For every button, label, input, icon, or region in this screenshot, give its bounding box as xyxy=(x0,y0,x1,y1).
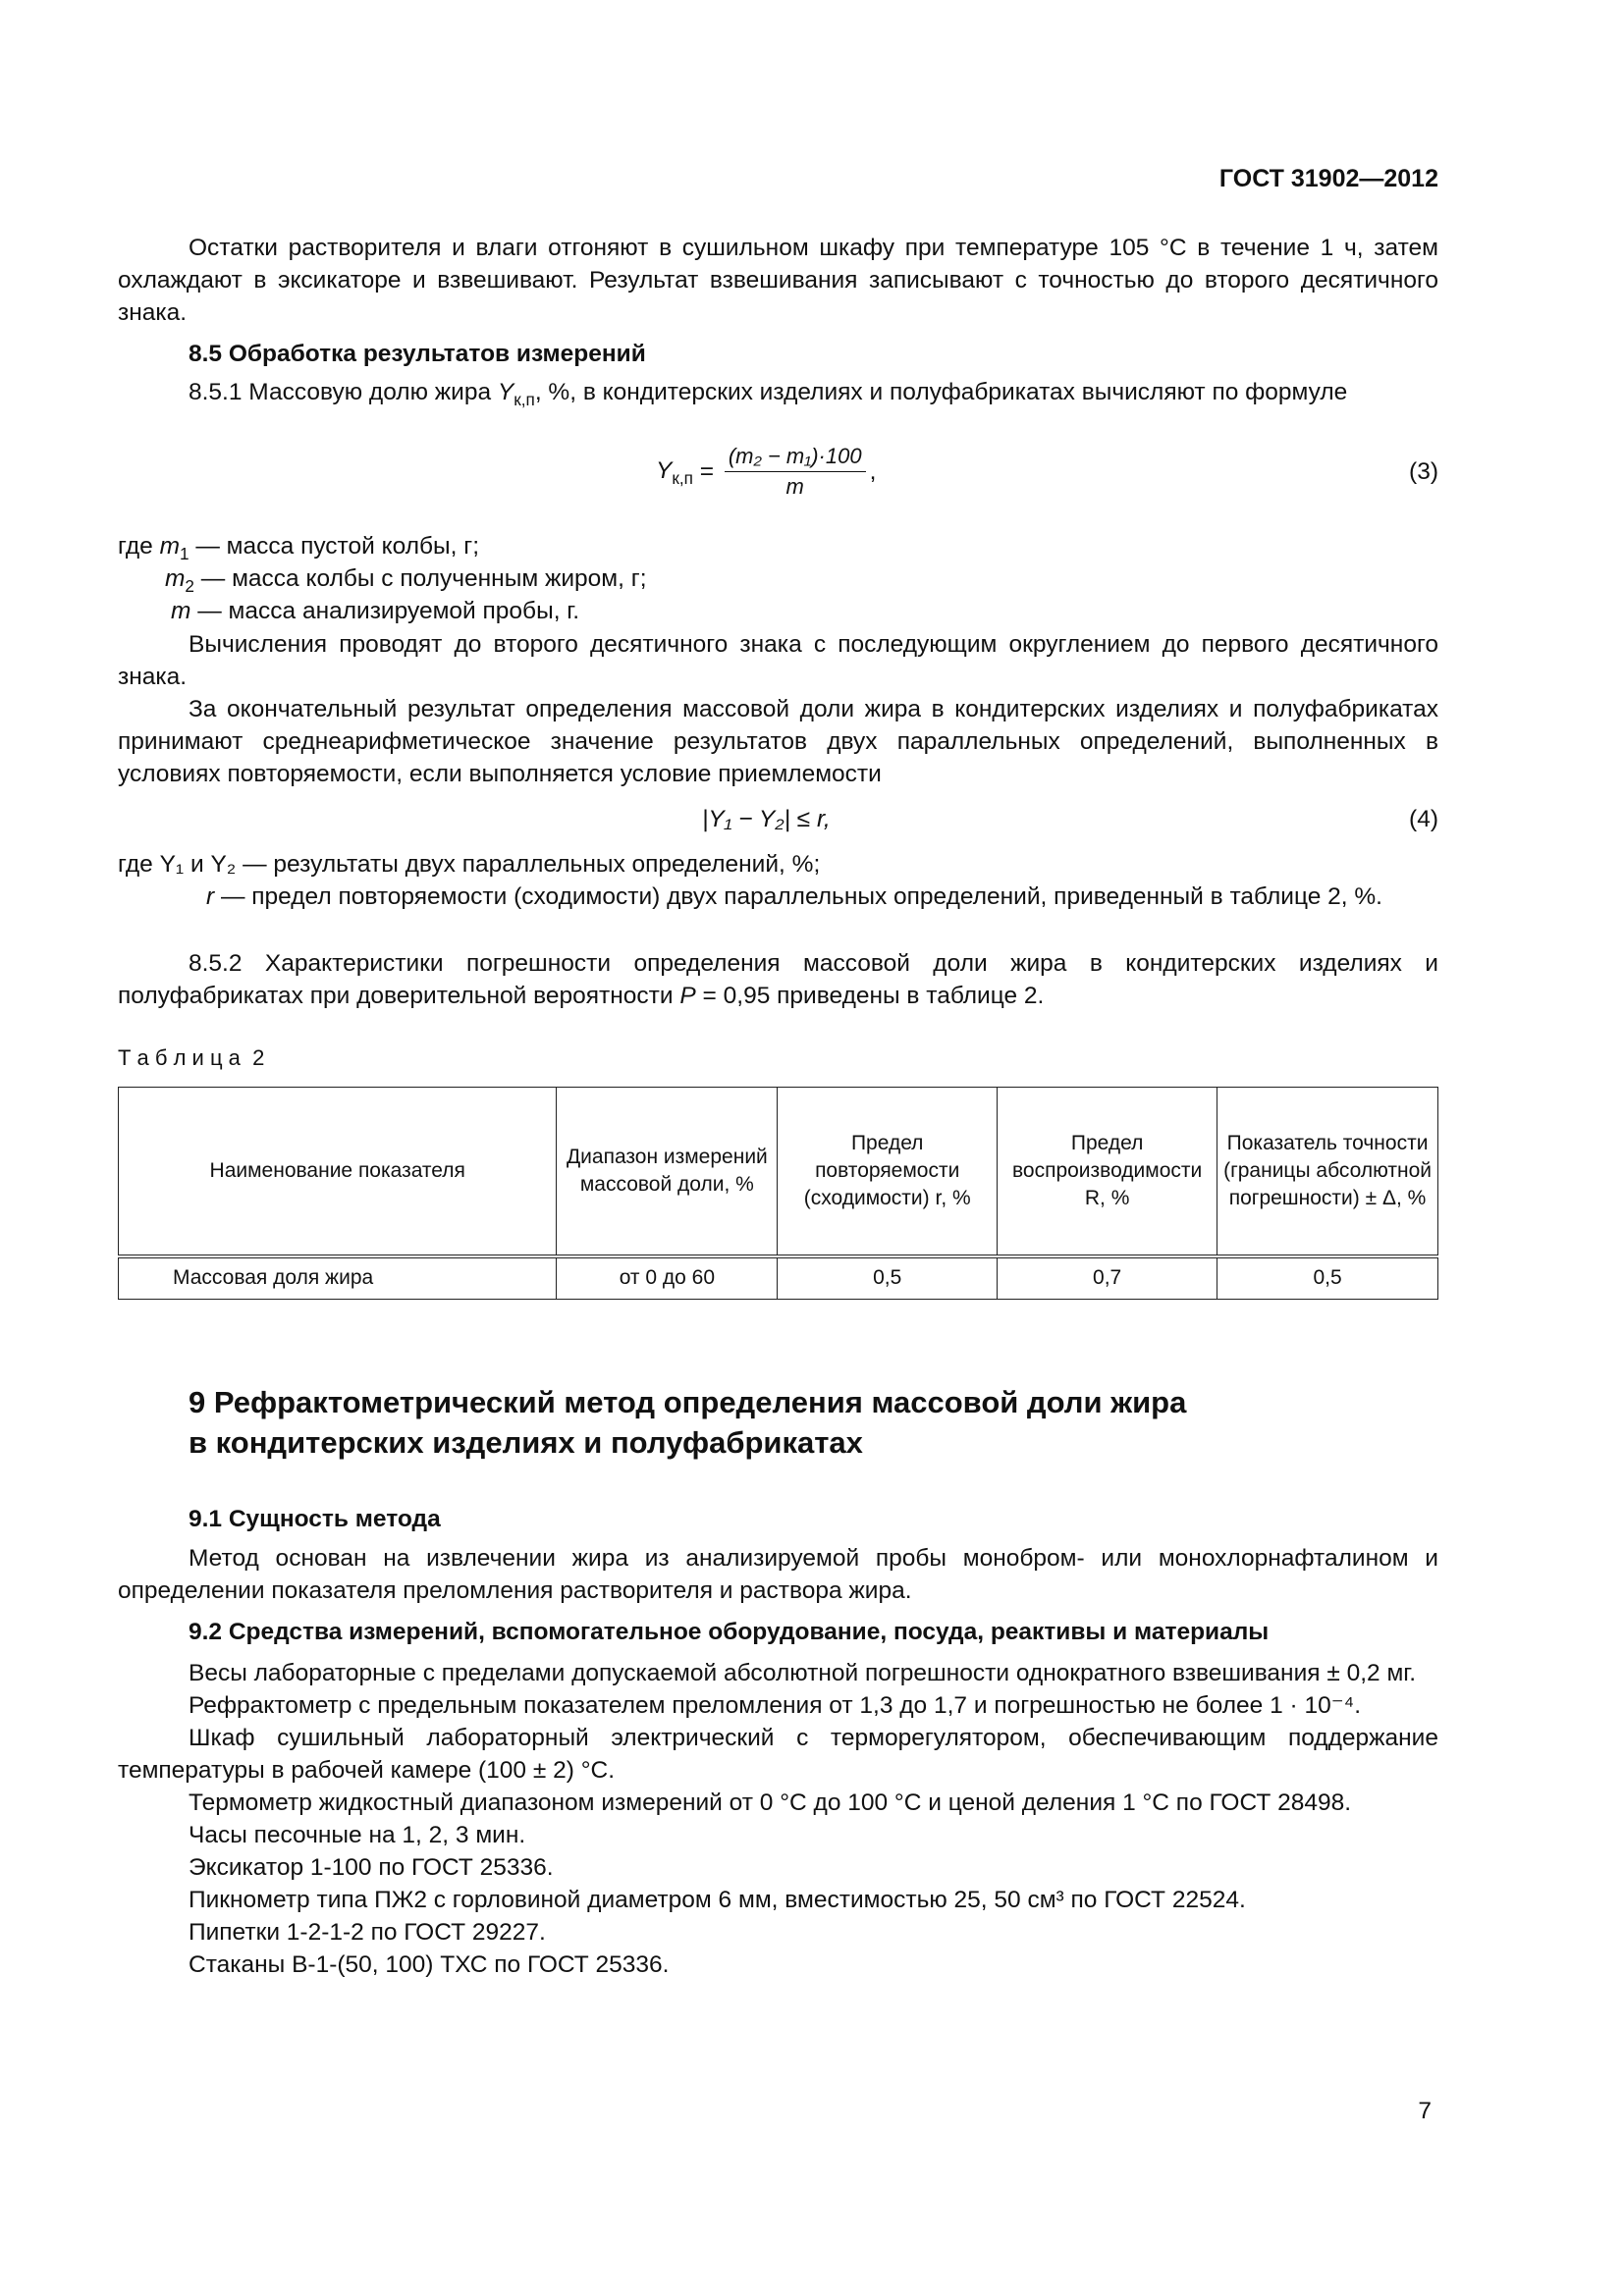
table-cell: 0,7 xyxy=(998,1256,1217,1300)
list-item: Стаканы В-1-(50, 100) ТХС по ГОСТ 25336. xyxy=(189,1951,670,1978)
list-item: Часы песочные на 1, 2, 3 мин. xyxy=(189,1822,526,1848)
equipment-list xyxy=(118,1657,1438,1981)
heading-8-5: 8.5 Обработка результатов измерений xyxy=(189,341,646,367)
document-id-header: ГОСТ 31902—2012 xyxy=(1218,165,1438,192)
list-item: Рефрактометр с предельным показателем преломления от 1,3 до 1,7 и погрешностью не более 1 · 10⁻⁴. xyxy=(189,1692,1362,1719)
equation-number-4: (4) xyxy=(1409,806,1438,832)
where-item: где $m_1$ — масса пустой колбы, г; xyxy=(118,533,479,563)
list-item: Весы лабораторные с пределами допускаемой абсолютной погрешности однократного взвешивания ± 0,2 мг. xyxy=(189,1660,1417,1686)
paragraph-8-5-1: 8.5.1 Массовую долю жира $Y_{к,п}$, %, в кондитерских изделиях и полуфабрикатах вычисляют по формуле xyxy=(189,379,1348,409)
paragraph-calculation: Вычисления проводят до второго десятичного знака с последующим округлением до первого десятичного знака. xyxy=(118,631,1438,690)
list-item: Термометр жидкостный диапазоном измерений от 0 °С до 100 °С и ценой деления 1 °С по ГОСТ 28498. xyxy=(189,1789,1352,1816)
paragraph-final-result: За окончательный результат определения массовой доли жира в кондитерских изделиях и полуфабрикатах принимают среднеарифметическое значение результатов двух параллельных определений, выполненных в условиях повторяемости, если выполняется условие приемлемости xyxy=(118,696,1438,787)
where-item: $m_2$ — масса колбы с полученным жиром, г; xyxy=(165,565,647,596)
where-list-4: где Y₁ и Y₂ — результаты двух параллельных определений, %; r — предел повторяемости (сходимости) двух параллельных определений, приведенный в таблице 2, %. xyxy=(118,851,1382,910)
table-caption: Т а б л и ц а 2 xyxy=(118,1045,265,1070)
formula-3: $Y_{к,п}$ = $\frac{\text{(m₂ − m₁)·100}}{m}$ , xyxy=(656,442,876,502)
table-cell: 0,5 xyxy=(1217,1256,1438,1300)
heading-9-1: 9.1 Сущность метода xyxy=(189,1506,441,1532)
table-2 xyxy=(118,1087,1438,1300)
table-row xyxy=(119,1256,1438,1300)
equation-number-3: (3) xyxy=(1409,458,1438,485)
column-header: Предел воспроизводимости R, % xyxy=(998,1088,1217,1256)
paragraph-8-5-2: 8.5.2 Характеристики погрешности определения массовой доли жира в кондитерских изделиях и полуфабрикатах при доверительной вероятности P = 0,95 приведены в таблице 2. xyxy=(118,950,1438,1009)
where-list-3 xyxy=(118,530,1438,627)
table-cell: 0,5 xyxy=(778,1256,998,1300)
list-item: Эксикатор 1-100 по ГОСТ 25336. xyxy=(189,1854,554,1881)
column-header: Наименование показателя xyxy=(119,1088,557,1256)
table-cell: Массовая доля жира xyxy=(119,1256,557,1300)
list-item: Шкаф сушильный лабораторный электрический с терморегулятором, обеспечивающим поддержание температуры в рабочей камере (100 ± 2) °С. xyxy=(118,1725,1438,1784)
list-item: Пикнометр типа ПЖ2 с горловиной диаметром 6 мм, вместимостью 25, 50 см³ по ГОСТ 22524. xyxy=(189,1887,1246,1913)
section-9-title: 9 Рефрактометрический метод определения массовой доли жира в кондитерских изделиях и полуфабрикатах xyxy=(189,1385,1187,1460)
heading-9-2: 9.2 Средства измерений, вспомогательное оборудование, посуда, реактивы и материалы xyxy=(189,1619,1270,1645)
paragraph-9-1: Метод основан на извлечении жира из анализируемой пробы монобром- или монохлорнафталином и определении показателя преломления растворителя и раствора жира. xyxy=(118,1545,1438,1604)
column-header: Предел повторяемости (сходимости) r, % xyxy=(778,1088,998,1256)
list-item: Пипетки 1-2-1-2 по ГОСТ 29227. xyxy=(189,1919,546,1946)
table-cell: от 0 до 60 xyxy=(557,1256,778,1300)
paragraph-intro: Остатки растворителя и влаги отгоняют в сушильном шкафу при температуре 105 °С в течение 1 ч, затем охлаждают в эксикаторе и взвешивают. Результат взвешивания записывают с точностью до второго десятичного знака. xyxy=(118,235,1438,326)
formula-4: |Y₁ − Y₂| ≤ r, xyxy=(702,806,831,832)
formula-3-lhs: $Y_{к,п}$ xyxy=(656,457,693,488)
column-header: Диапазон измерений массовой доли, % xyxy=(557,1088,778,1256)
table-header-row xyxy=(119,1088,1438,1256)
page-number: 7 xyxy=(1418,2098,1432,2124)
where-item: m — масса анализируемой пробы, г. xyxy=(171,598,580,624)
fraction: $\frac{\text{(m₂ − m₁)·100}}{m}$ xyxy=(725,442,866,502)
column-header: Показатель точности (границы абсолютной погрешности) ± Δ, % xyxy=(1217,1088,1438,1256)
